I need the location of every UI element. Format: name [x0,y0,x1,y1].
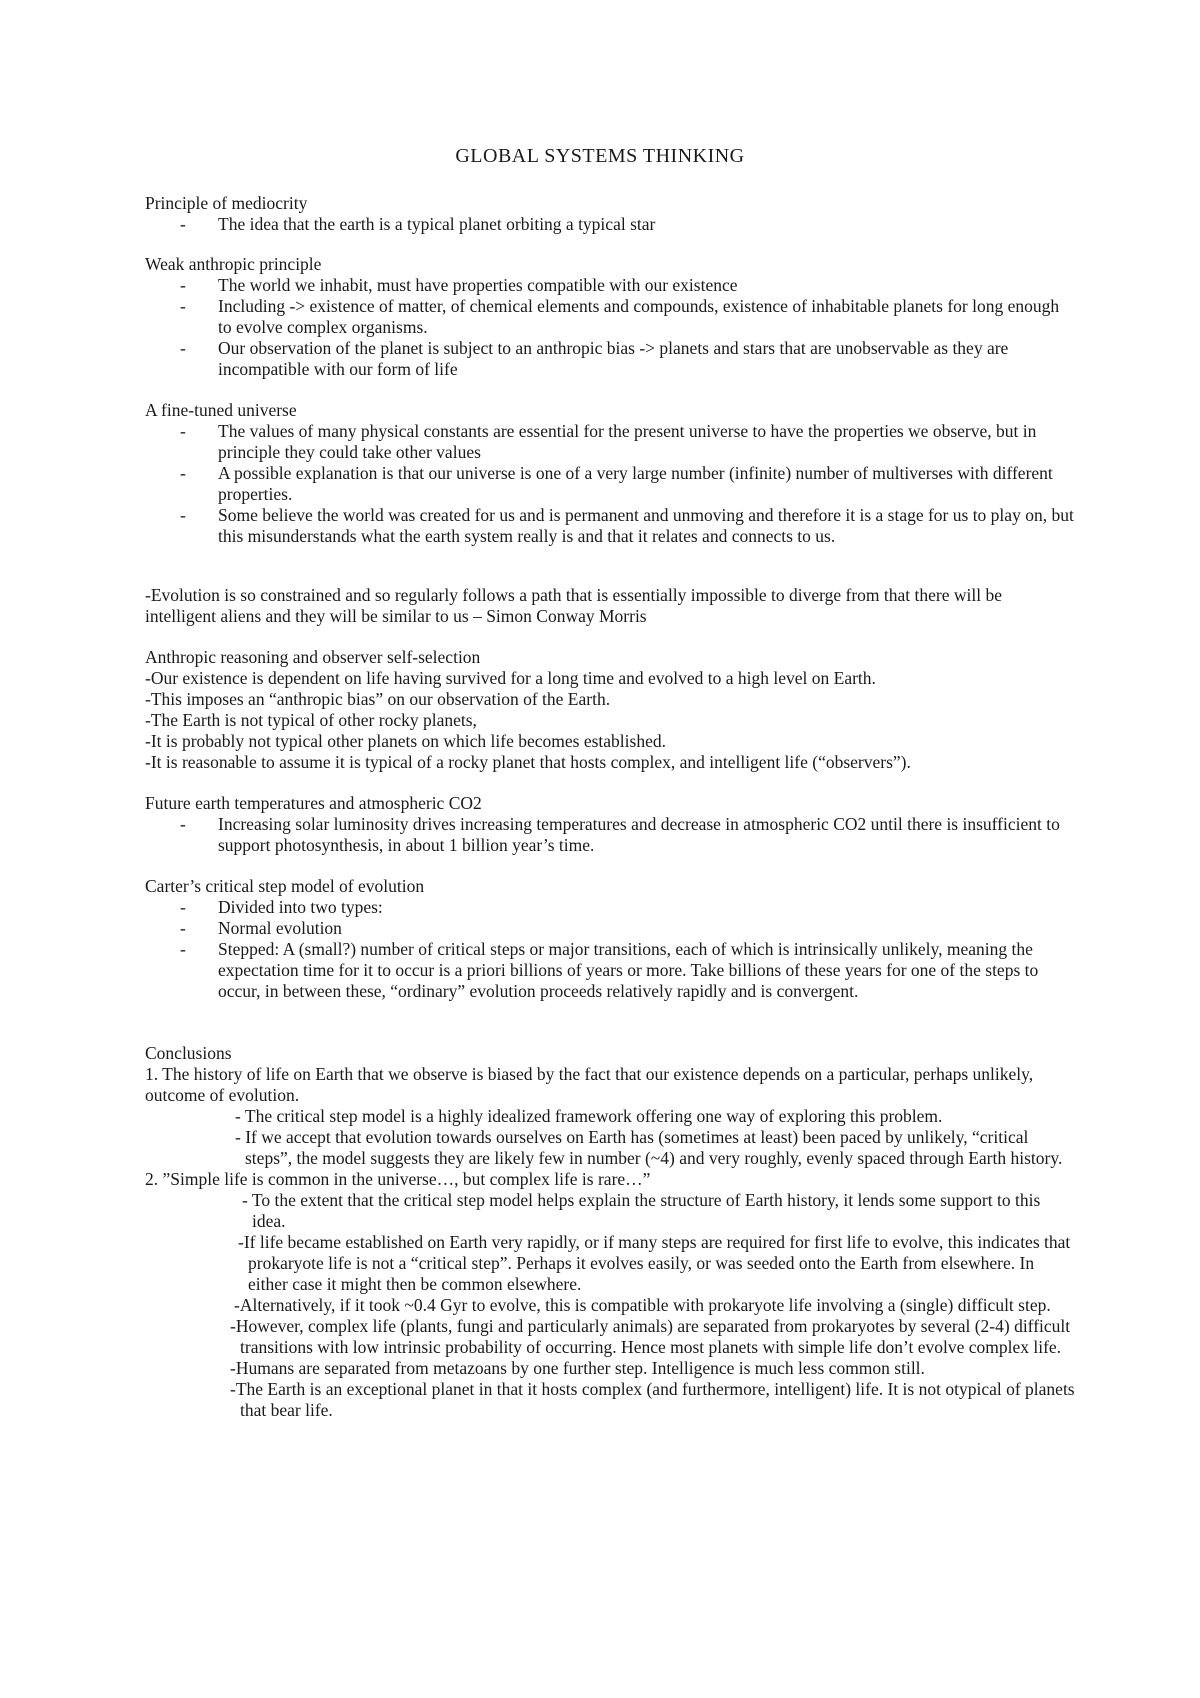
text-line: -This imposes an “anthropic bias” on our observation of the Earth. [145,689,611,709]
section-future-earth-temperatures [145,793,1075,856]
text-line: -It is probably not typical other planets on which life becomes established. [145,731,666,751]
quote-paragraph: -Evolution is so constrained and so regularly follows a path that is essentially impossible to diverge from that there will be intelligent aliens and they will be similar to us – Simon Conway Morris [145,585,1003,626]
list-item: - Our observation of the planet is subject to an anthropic bias -> planets and stars that are unobservable as they are incompatible with our form of life [218,338,1075,380]
conclusion-subpoint: -Humans are separated from metazoans by one further step. Intelligence is much less common still. [230,1358,925,1378]
text-line: -Our existence is dependent on life having survived for a long time and evolved to a high level on Earth. [145,668,876,688]
section-weak-anthropic-principle [145,254,1075,380]
section-evolution-quote [145,585,1075,627]
document-title: GLOBAL SYSTEMS THINKING [455,145,745,167]
section-heading: Carter’s critical step model of evolution [145,876,425,896]
bullet-list [145,214,1075,235]
section-heading: Conclusions [145,1043,232,1063]
list-item: - Including -> existence of matter, of chemical elements and compounds, existence of inhabitable planets for long enough to evolve complex organisms. [218,296,1075,338]
list-item: - Normal evolution [218,918,1075,939]
list-item: - Stepped: A (small?) number of critical steps or major transitions, each of which is intrinsically unlikely, meaning the expectation time for it to occur is a priori billions of years or more. Take billions of these years for one of the steps to occur, in between these, “ordinary” evolution proceeds relatively rapidly and is convergent. [218,939,1075,1002]
conclusion-point-1: 1. The history of life on Earth that we observe is biased by the fact that our existence depends on a particular, perhaps unlikely, outcome of evolution. [145,1064,1034,1105]
bullet-list [145,814,1075,856]
bullet-list [145,421,1075,547]
conclusion-subpoint: -Alternatively, if it took ~0.4 Gyr to evolve, this is compatible with prokaryote life involving a (single) difficult step. [234,1295,1051,1315]
conclusion-point-2: 2. ”Simple life is common in the universe…, but complex life is rare…” [145,1169,651,1189]
conclusion-subpoint: -If life became established on Earth very rapidly, or if many steps are required for first life to evolve, this indicates that prokaryote life is not a “critical step”. Perhaps it evolves easily, or was seeded onto the Earth from elsewhere. In either case it might then be common elsewhere. [238,1232,1071,1294]
section-heading: Weak anthropic principle [145,254,322,274]
list-item: - A possible explanation is that our universe is one of a very large number (infinite) number of multiverses with different properties. [218,463,1075,505]
section-principle-of-mediocrity [145,193,1075,235]
section-conclusions [145,1043,1075,1421]
section-heading: Future earth temperatures and atmospheric CO2 [145,793,482,813]
list-item: - Increasing solar luminosity drives increasing temperatures and decrease in atmospheric CO2 until there is insufficient to support photosynthesis, in about 1 billion year’s time. [218,814,1075,856]
bullet-list [145,275,1075,380]
section-carters-critical-step-model [145,876,1075,1002]
section-heading: A fine-tuned universe [145,400,297,420]
section-heading: Anthropic reasoning and observer self-selection [145,647,481,667]
conclusion-subpoint: -However, complex life (plants, fungi and particularly animals) are separated from prokaryotes by several (2-4) difficult transitions with low intrinsic probability of occurring. Hence most planets with simple life don’t evolve complex life. [230,1316,1071,1357]
list-item: - The idea that the earth is a typical planet orbiting a typical star [218,214,1075,235]
bullet-list [145,897,1075,1002]
section-anthropic-reasoning [145,647,1075,773]
list-item: - Divided into two types: [218,897,1075,918]
text-line: -It is reasonable to assume it is typical of a rocky planet that hosts complex, and intelligent life (“observers”). [145,752,911,772]
list-item: - The values of many physical constants are essential for the present universe to have the properties we observe, but in principle they could take other values [218,421,1075,463]
section-fine-tuned-universe [145,400,1075,547]
conclusion-subpoint: - If we accept that evolution towards ourselves on Earth has (sometimes at least) been paced by unlikely, “critical steps”, the model suggests they are likely few in number (~4) and very roughly, evenly spaced through Earth history. [235,1127,1063,1168]
conclusion-subpoint: -The Earth is an exceptional planet in that it hosts complex (and furthermore, intelligent) life. It is not otypical of planets that bear life. [230,1379,1075,1420]
list-item: - The world we inhabit, must have properties compatible with our existence [218,275,1075,296]
conclusion-subpoint: - To the extent that the critical step model helps explain the structure of Earth history, it lends some support to this idea. [242,1190,1041,1231]
text-line: -The Earth is not typical of other rocky planets, [145,710,477,730]
section-heading: Principle of mediocrity [145,193,308,213]
conclusion-subpoint: - The critical step model is a highly idealized framework offering one way of exploring this problem. [235,1106,943,1126]
list-item: - Some believe the world was created for us and is permanent and unmoving and therefore it is a stage for us to play on, but this misunderstands what the earth system really is and that it relates and connects to us. [218,505,1075,547]
